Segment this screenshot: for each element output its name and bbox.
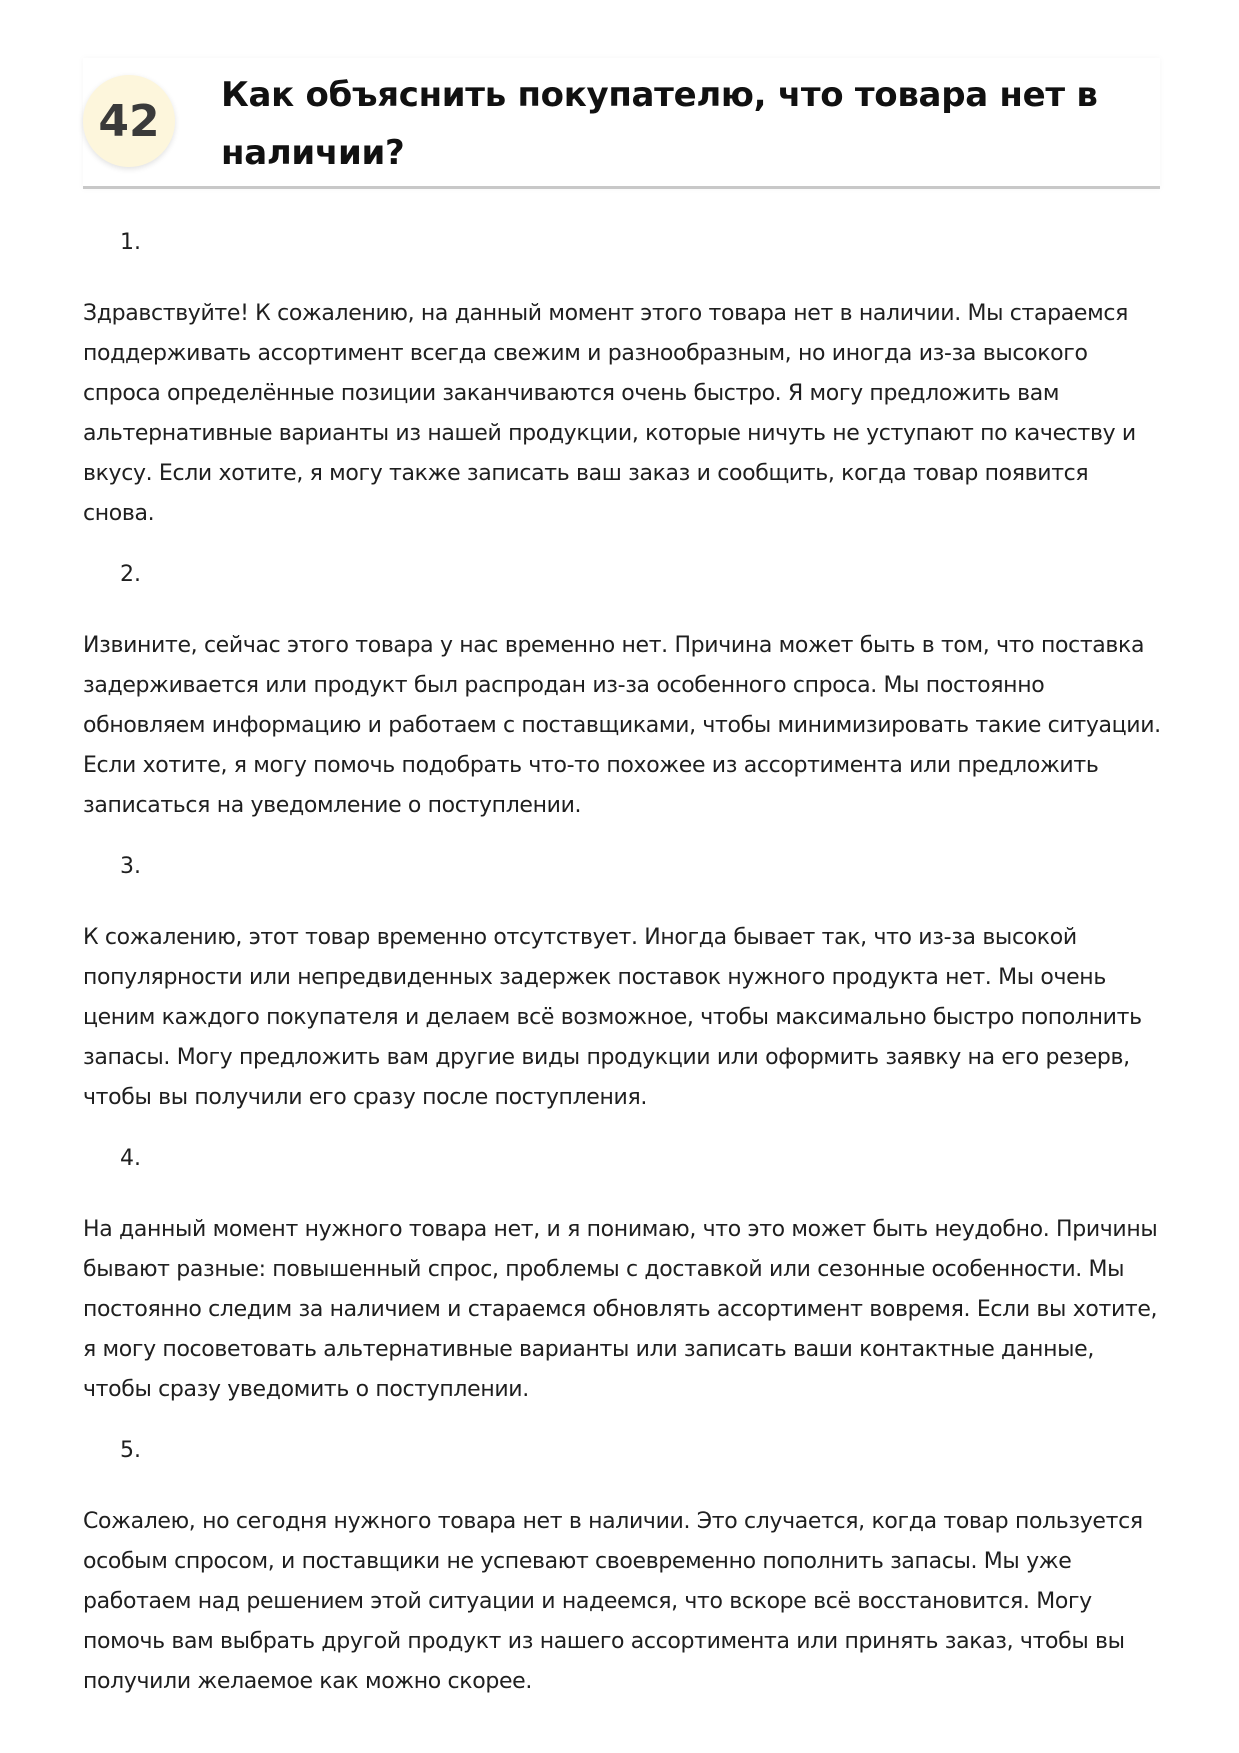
section-number-badge: 42 [83,75,175,167]
item-number: 1. [120,230,141,255]
list-item [83,1436,1163,1702]
list-item [83,560,1163,826]
item-text: К сожалению, этот товар временно отсутствует. Иногда бывает так, что из-за высокой популярности или непредвиденных задержек поставок нужного продукта нет. Мы очень ценим каждого покупателя и делаем всё возможное, чтобы максимально быстро пополнить запасы. Могу предложить вам другие виды продукции или оформить заявку на его резерв, чтобы вы получили его сразу после поступления. [83,925,1142,1110]
item-text: Сожалею, но сегодня нужного товара нет в наличии. Это случается, когда товар пользуется особым спросом, и поставщики не успевают своевременно пополнить запасы. Мы уже работаем над решением этой ситуации и надеемся, что вскоре всё восстановится. Могу помочь вам выбрать другой продукт из нашего ассортимента или принять заказ, чтобы вы получили желаемое как можно скорее. [83,1509,1143,1694]
answer-list [83,228,1163,1728]
item-number: 4. [120,1146,141,1171]
list-item [83,1144,1163,1410]
item-text: Здравствуйте! К сожалению, на данный момент этого товара нет в наличии. Мы стараемся поддерживать ассортимент всегда свежим и разнообразным, но иногда из-за высокого спроса определённые позиции заканчиваются очень быстро. Я могу предложить вам альтернативные варианты из нашей продукции, которые ничуть не уступают по качеству и вкусу. Если хотите, я могу также записать ваш заказ и сообщить, когда товар появится снова. [83,301,1136,526]
list-item [83,228,1163,534]
section-title: Как объяснить покупателю, что товара нет в наличии? [221,75,1098,173]
item-number: 2. [120,562,141,587]
item-text: На данный момент нужного товара нет, и я понимаю, что это может быть неудобно. Причины бывают разные: повышенный спрос, проблемы с доставкой или сезонные особенности. Мы постоянно следим за наличием и стараемся обновлять ассортимент вовремя. Если вы хотите, я могу посоветовать альтернативные варианты или записать ваши контактные данные, чтобы сразу уведомить о поступлении. [83,1217,1158,1402]
item-text: Извините, сейчас этого товара у нас временно нет. Причина может быть в том, что поставка задерживается или продукт был распродан из-за особенного спроса. Мы постоянно обновляем информацию и работаем с поставщиками, чтобы минимизировать такие ситуации. Если хотите, я могу помочь подобрать что-то похожее из ассортимента или предложить записаться на уведомление о поступлении. [83,633,1161,818]
item-number: 5. [120,1438,141,1463]
section-header [83,58,1160,189]
list-item [83,852,1163,1118]
item-number: 3. [120,854,141,879]
